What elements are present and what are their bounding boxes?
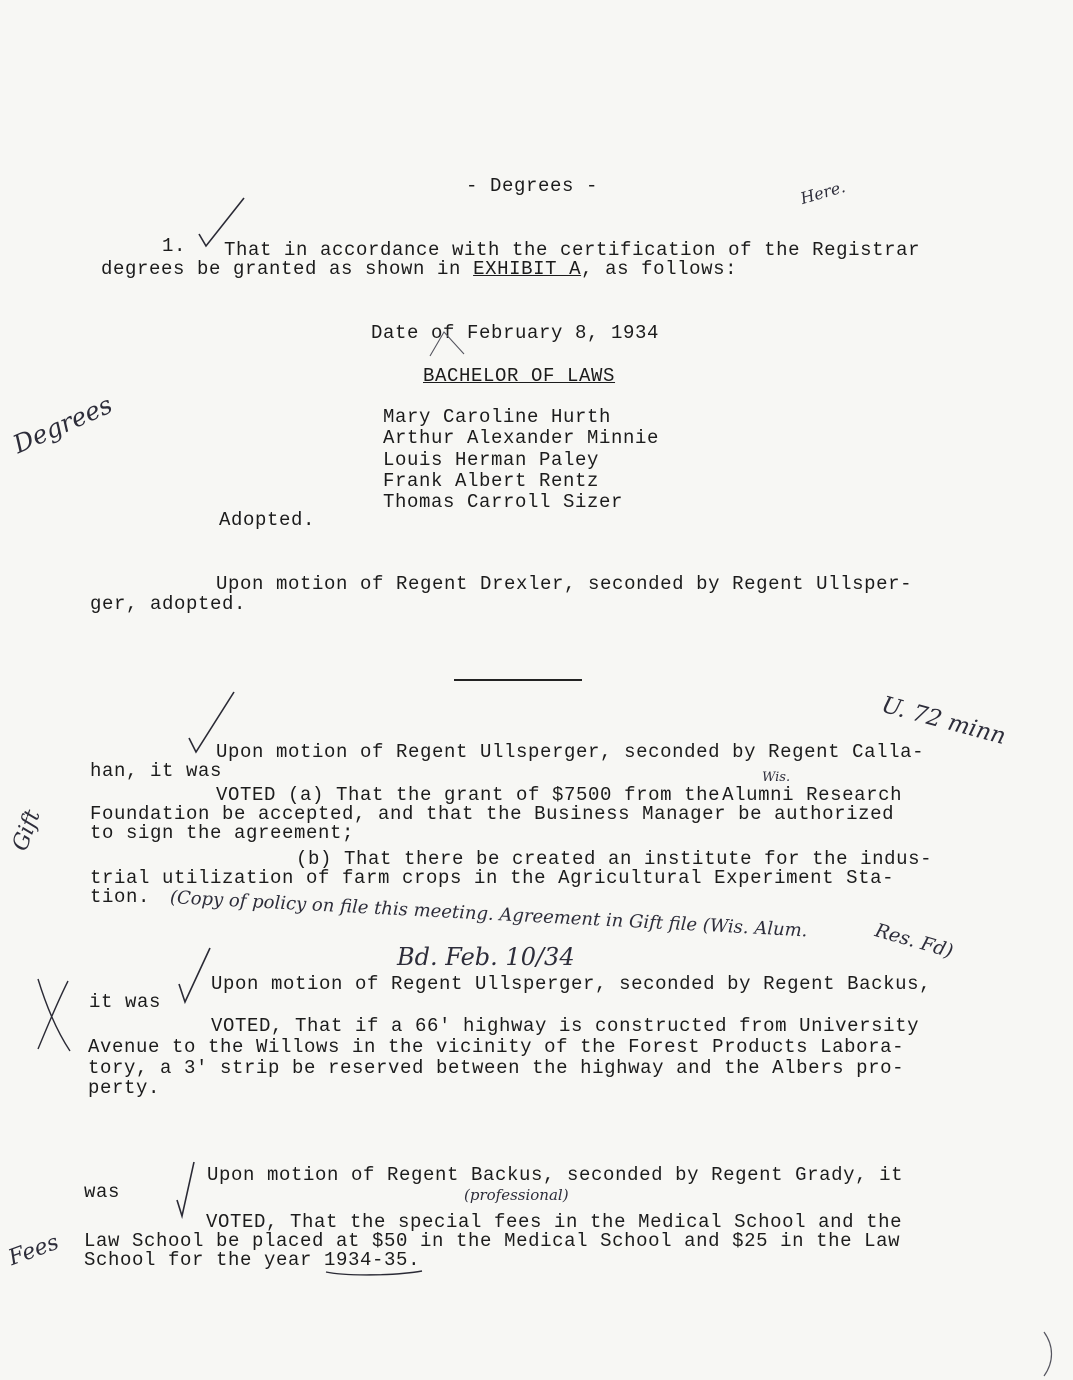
section-divider [454, 679, 582, 681]
handwritten-fees-margin: Fees [5, 1229, 63, 1272]
motion2-line5: to sign the agreement; [90, 822, 355, 844]
motion2-b-line1: (b) That there be created an institute for the indus- [296, 848, 933, 870]
check-mark-icon [174, 1160, 214, 1220]
item1-line1: That in accordance with the certification of the Registrar [224, 239, 921, 261]
motion1-line2: ger, adopted. [90, 593, 247, 615]
check-mark-icon [186, 690, 246, 760]
check-mark-icon [176, 946, 216, 1006]
motion2-b-line3: tion. [90, 886, 151, 908]
graduate-name: Frank Albert Rentz [383, 470, 600, 492]
handwritten-copy-note: (Copy of policy on file this meeting. Agreement in Gift file (Wis. Alum. [169, 887, 808, 942]
graduate-name: Arthur Alexander Minnie [383, 427, 660, 449]
item1-line2 [101, 259, 737, 280]
motion3-voted4: perty. [88, 1077, 161, 1099]
graduate-name: Louis Herman Paley [383, 449, 600, 471]
voted3-post: . [408, 1249, 421, 1271]
graduate-name: Mary Caroline Hurth [383, 406, 612, 428]
exhibit-reference: EXHIBIT A [473, 258, 582, 280]
voted3-pre: School for the year [84, 1249, 325, 1271]
handwritten-top-right-note: U. 72 minn [878, 691, 1009, 751]
handwritten-wis: Wis. [762, 770, 791, 785]
motion3-voted3: tory, a 3' strip be reserved between the highway and the Albers pro- [88, 1057, 905, 1079]
date-pointer-icon [428, 328, 468, 358]
bracket-mark-icon [1040, 1330, 1060, 1380]
motion2-b-line2: trial utilization of farm crops in the Agricultural Experiment Sta- [90, 867, 895, 889]
adopted-text: Adopted. [219, 509, 316, 531]
handwritten-board-date: Bd. Feb. 10/34 [397, 943, 575, 971]
graduate-name: Thomas Carroll Sizer [383, 491, 624, 513]
check-mark-icon [196, 196, 256, 256]
voted-a-pre: VOTED (a) That the grant of $7500 from the [216, 784, 721, 806]
motion4-voted2: Law School be placed at $50 in the Medical School and $25 in the Law [84, 1230, 901, 1252]
motion3-line1: Upon motion of Regent Ullsperger, seconded by Regent Backus, [211, 973, 932, 995]
motion2-line4: Foundation be accepted, and that the Business Manager be authorized [90, 803, 895, 825]
date-line: Date of February 8, 1934 [371, 322, 660, 344]
handwritten-res: Res. Fd) [872, 919, 956, 963]
degree-title: BACHELOR OF LAWS [423, 365, 616, 387]
motion4-line1: Upon motion of Regent Backus, seconded by Regent Grady, it [207, 1164, 904, 1186]
section-heading: - Degrees - [466, 175, 599, 197]
motion4-voted1: VOTED, That the special fees in the Medical School and the [206, 1211, 903, 1233]
handwritten-here: Here. [798, 177, 848, 208]
motion3-line2: it was [89, 991, 162, 1013]
motion3-voted1: VOTED, That if a 66' highway is constructed from University [211, 1015, 920, 1037]
motion4-line2: was [84, 1181, 121, 1203]
item1-line2-pre: degrees be granted as shown in [101, 258, 474, 280]
year-underline-mark [324, 1268, 424, 1278]
handwritten-gift-margin: Gift [7, 806, 46, 855]
motion1-line1: Upon motion of Regent Drexler, seconded by Regent Ullsper- [216, 573, 913, 595]
motion2-line2: han, it was [90, 760, 223, 782]
handwritten-professional: (professional) [464, 1186, 569, 1204]
handwritten-degrees-margin: Degrees [8, 389, 117, 460]
motion2-line1: Upon motion of Regent Ullsperger, seconded by Regent Calla- [216, 741, 925, 763]
item1-line2-post: , as follows: [581, 258, 738, 280]
academic-year: 1934-35 [324, 1249, 409, 1271]
item-number: 1. [162, 235, 187, 257]
cross-mark-icon [34, 975, 74, 1055]
voted-a-post: Alumni Research [722, 784, 903, 806]
motion3-voted2: Avenue to the Willows in the vicinity of the Forest Products Labora- [88, 1036, 905, 1058]
